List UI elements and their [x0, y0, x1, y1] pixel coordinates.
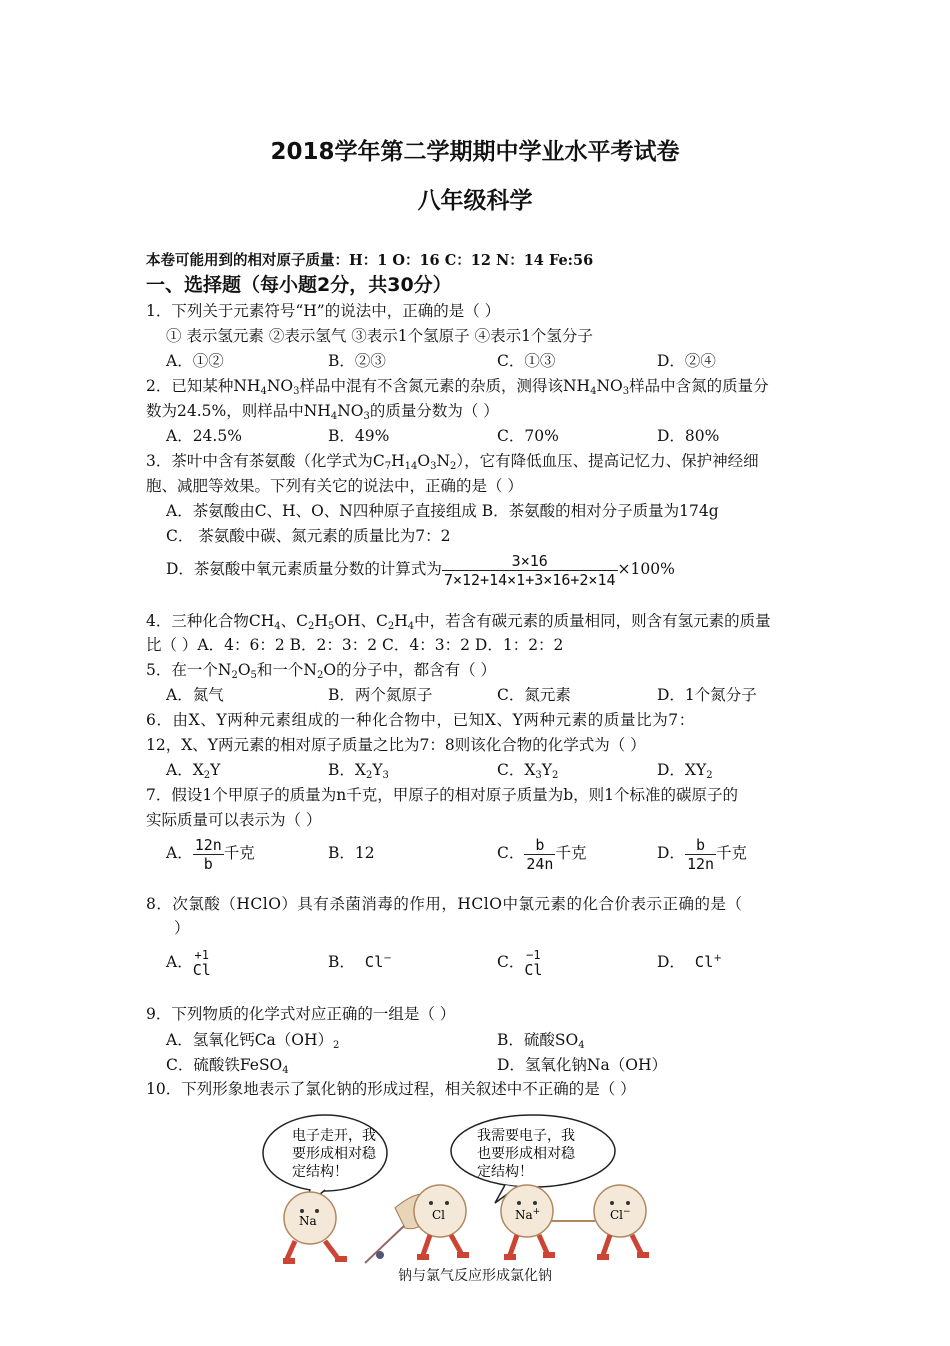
q9-option-c[interactable]: C．硫酸铁FeSO$_4$: [166, 1056, 289, 1076]
q8-c-valence: [524, 948, 542, 978]
q2-line2: 数为24.5%，则样品中$NH_4NO_3$的质量分数为（ ）: [146, 402, 499, 422]
q7-line1: 7．假设1个甲原子的质量为n千克，甲原子的相对原子质量为b，则1个标准的碳原子的: [146, 786, 738, 804]
q8-b-symbol: Cl: [364, 953, 384, 971]
q7-c-fraction: [524, 836, 555, 873]
q3-option-ab[interactable]: A．茶氨酸由C、H、O、N四种原子直接组成 B．茶氨酸的相对分子质量为174g: [166, 502, 719, 520]
q8-c-top: −1: [526, 948, 541, 962]
q8-b-charge: −: [383, 953, 392, 964]
q6-option-d[interactable]: D．$XY_2$: [657, 761, 713, 781]
q7-c-numerator: b: [524, 836, 555, 855]
q3-option-c[interactable]: C． 茶氨酸中碳、氮元素的质量比为7：2: [166, 527, 451, 545]
q8-c-label: C．: [497, 953, 525, 971]
q8-d-charge: +: [713, 953, 722, 964]
q9-option-a[interactable]: A．氢氧化钙$Ca(OH)_2$: [166, 1031, 340, 1051]
q6-option-c[interactable]: C．$X_3Y_2$: [497, 761, 559, 781]
q1-option-b[interactable]: B．②③: [328, 352, 386, 370]
q7-d-numerator: b: [685, 836, 716, 855]
q2-line1: 2．已知某种$NH_4NO_3$样品中混有不含氮元素的杂质，测得该$NH_4NO_3$样品中含氮的质量分: [146, 377, 769, 397]
q9-c-text: C．硫酸铁FeSO: [166, 1056, 283, 1074]
q8-a-top: +1: [194, 948, 209, 962]
q6-line2: 12，X、Y两元素的相对原子质量之比为7：8则该化合物的化学式为（ ）: [146, 736, 646, 754]
illustration-caption: 钠与氯气反应形成氯化钠: [398, 1268, 552, 1284]
q7-d-denominator: 12n: [686, 854, 715, 873]
q8-a-valence: [193, 948, 211, 978]
q2-option-b[interactable]: B．49%: [328, 427, 390, 445]
q7-a-unit: 千克: [223, 844, 255, 862]
q7-option-a[interactable]: [166, 833, 255, 873]
q1-option-a[interactable]: A．①②: [166, 352, 224, 370]
q1-option-c[interactable]: C．①③: [497, 352, 556, 370]
q1-option-d[interactable]: D．②④: [657, 352, 716, 370]
q7-option-c[interactable]: [497, 833, 586, 873]
q7-c-unit: 千克: [555, 844, 587, 862]
q6-line1: 6．由X、Y两种元素组成的一种化合物中，已知X、Y两种元素的质量比为7：: [146, 711, 695, 729]
q7-d-fraction: [685, 836, 716, 873]
q5-stem: 5．在一个$N_2O_5$和一个$N_2O$的分子中，都含有（ ）: [146, 661, 496, 681]
q4-line1: 4．三种化合物$CH_4$、$C_2H_5OH$、$C_2H_4$中，若含有碳元素的质量相同，则含有氢元素的质量: [146, 612, 771, 632]
q3-fraction-numerator: 3×16: [442, 552, 618, 571]
chlorine-atom-label: Cl: [432, 1208, 446, 1222]
q3-line2: 胞、减肥等效果。下列有关它的说法中，正确的是（ ）: [146, 477, 523, 495]
q10-stem: 10．下列形象地表示了氯化钠的形成过程，相关叙述中不正确的是（ ）: [146, 1080, 636, 1098]
q3-fraction-denominator: 7×12+14×1+3×16+2×14: [443, 570, 616, 589]
q8-a-symbol: Cl: [192, 961, 211, 979]
q9-b-text: B．硫酸SO: [497, 1031, 579, 1049]
bubble2-line2: 也要形成相对稳: [477, 1146, 575, 1162]
q3-fraction: [442, 552, 618, 589]
q9-option-d[interactable]: D．氢氧化钠Na（OH）: [497, 1056, 667, 1074]
q8-option-c[interactable]: [497, 948, 542, 978]
q7-c-denominator: 24n: [526, 854, 554, 873]
q7-line2: 实际质量可以表示为（ ）: [146, 811, 322, 829]
q8-line2: ）: [174, 919, 190, 937]
q3-option-d[interactable]: [166, 549, 675, 589]
bubble2-line1: 我需要电子，我: [477, 1128, 575, 1144]
q2-option-c[interactable]: C．70%: [497, 427, 559, 445]
q3-option-d-text: D．茶氨酸中氧元素质量分数的计算式为: [166, 560, 442, 578]
bubble1-line1: 电子走开，我: [292, 1128, 376, 1144]
chloride-ion-figure: [594, 1185, 649, 1257]
speech-bubble-sodium: [263, 1115, 387, 1205]
bubble2-line3: 定结构！: [477, 1164, 533, 1180]
q8-option-d[interactable]: [657, 952, 722, 972]
atomic-masses: 本卷可能用到的相对原子质量：H：1 O：16 C：12 N：14 Fe:56: [146, 252, 594, 269]
sodium-ion-symbol: Na: [515, 1208, 533, 1222]
q7-option-a-label: A．: [166, 844, 193, 862]
q8-option-a[interactable]: [166, 948, 211, 978]
q4-line2: 比（ ）A．4：6：2 B．2：3：2 C．4：3：2 D．1：2：2: [146, 636, 564, 654]
bubble1-line3: 定结构！: [292, 1164, 348, 1180]
q8-d-symbol: Cl: [694, 953, 714, 971]
chlorine-atom-figure: [414, 1185, 469, 1257]
section-heading: 一、选择题（每小题2分，共30分）: [146, 274, 452, 296]
sodium-ion-figure: [501, 1185, 555, 1257]
q8-a-label: A．: [166, 953, 193, 971]
chloride-ion-charge: −: [623, 1207, 631, 1217]
q7-d-unit: 千克: [716, 844, 748, 862]
q7-a-fraction: [193, 836, 224, 873]
q3-option-d-suffix: ×100%: [617, 560, 675, 578]
q6-option-a[interactable]: A．$X_2Y$: [166, 761, 221, 781]
q5-option-b[interactable]: B．两个氮原子: [328, 686, 433, 704]
q9-option-b[interactable]: B．硫酸$SO_4$: [497, 1031, 585, 1051]
q2-option-a[interactable]: A．24.5%: [166, 427, 242, 445]
q9-a-text: A．氢氧化钙Ca（OH）: [166, 1031, 334, 1049]
q5-option-d[interactable]: D．1个氮分子: [657, 686, 757, 704]
q2-option-d[interactable]: D．80%: [657, 427, 720, 445]
q8-option-b[interactable]: [328, 952, 392, 972]
q7-option-c-label: C．: [497, 844, 525, 862]
exam-subtitle: 八年级科学: [417, 188, 533, 214]
chloride-ion-symbol: Cl: [610, 1208, 624, 1222]
bubble1-line2: 要形成相对稳: [292, 1146, 376, 1162]
sodium-ion-charge: +: [532, 1207, 541, 1217]
q8-c-symbol: Cl: [524, 961, 543, 979]
exam-title: 2018学年第二学期期中学业水平考试卷: [270, 139, 680, 165]
q7-a-denominator: b: [203, 854, 213, 873]
q6-option-b[interactable]: B．$X_2Y_3$: [328, 761, 389, 781]
q8-line1: 8．次氯酸（HClO）具有杀菌消毒的作用，HClO中氯元素的化合价表示正确的是（: [146, 895, 743, 913]
q9-stem: 9．下列物质的化学式对应正确的一组是（ ）: [146, 1005, 456, 1023]
q5-option-a[interactable]: A．氮气: [166, 686, 224, 704]
q3-line1: 3．茶叶中含有茶氨酸（化学式为$C_7H_{14}O_3N_2$），它有降低血压、提高记忆力、保护神经细: [146, 452, 759, 472]
q1-statements: ① 表示氢元素 ②表示氢气 ③表示1个氢原子 ④表示1个氢分子: [166, 327, 593, 345]
q7-a-numerator: 12n: [194, 835, 222, 854]
sodium-atom-label: Na: [299, 1214, 317, 1228]
q8-d-label: D．: [657, 953, 685, 971]
q7-option-d[interactable]: [657, 833, 747, 873]
q7-option-d-label: D．: [657, 844, 685, 862]
q8-b-label: B．: [328, 953, 355, 971]
sodium-atom-figure: [283, 1192, 347, 1261]
q7-option-b[interactable]: B．12: [328, 844, 375, 862]
q5-option-c[interactable]: C．氮元素: [497, 686, 571, 704]
q1-stem: 1．下列关于元素符号“H”的说法中，正确的是（ ）: [146, 302, 501, 320]
